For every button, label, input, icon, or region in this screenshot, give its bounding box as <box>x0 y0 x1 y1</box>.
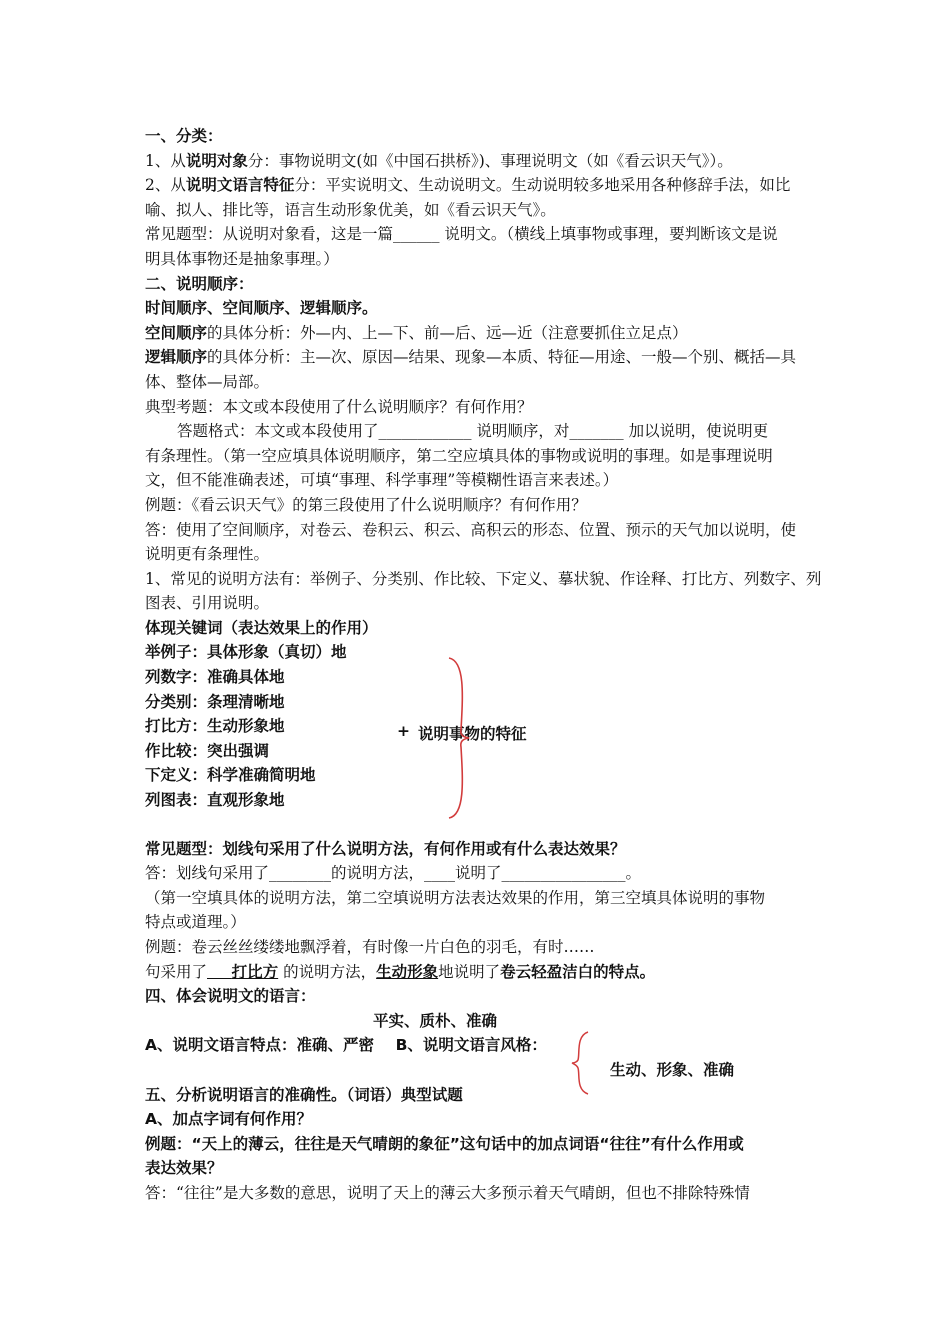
logic-order-line: 逻辑顺序的具体分析：主—次、原因—结果、现象—本质、特征—用途、一般—个别、概括—具 <box>145 348 797 367</box>
example-line: 表达效果？ <box>145 1159 223 1178</box>
answer-format-line: 答题格式：本文或本段使用了____________ 说明顺序，对_______ 加以说明，使说明更 <box>177 422 769 441</box>
section-2-heading: 二、说明顺序： <box>145 274 254 293</box>
example-answer: 句采用了 打比方 的说明方法，生动形象地说明了卷云轻盈洁白的特点。 <box>145 962 656 981</box>
plus-sign: + <box>397 722 410 740</box>
language-line: A、说明文语言特点：准确、严密 B、说明文语言风格： <box>145 1036 547 1055</box>
question-type-line: 常见题型：从说明对象看，这是一篇______ 说明文。（横线上填事物或事理，要判断该文是说 <box>145 225 778 244</box>
classification-line-1: 1、从说明对象分：事物说明文(如《中国石拱桥》)、事理说明文（如《看云识天气》）。 <box>145 151 733 170</box>
example-line: 例题：卷云丝丝缕缕地飘浮着，有时像一片白色的羽毛，有时…… <box>145 938 595 956</box>
answer-line: 答：使用了空间顺序，对卷云、卷积云、积云、高积云的形态、位置、预示的天气加以说明，使 <box>145 520 797 539</box>
underlined-effect: 生动形象 <box>376 962 439 981</box>
text-line: 有条理性。（第一空应填具体说明顺序，第二空应填具体的事物或说明的事理。如是事理说明 <box>145 446 773 465</box>
answer-line: 答：“往往”是大多数的意思，说明了天上的薄云大多预示着天气晴朗，但也不排除特殊情 <box>145 1183 750 1202</box>
text-line: 图表、引用说明。 <box>145 594 270 613</box>
methods-line: 1、常见的说明方法有：举例子、分类别、作比较、下定义、摹状貌、作诠释、打比方、列数字、列 <box>145 569 822 588</box>
sub-heading-a: A、加点字词有何作用？ <box>145 1110 312 1129</box>
example-line: 例题：“天上的薄云，往往是天气晴朗的象征”这句话中的加点词语“往往”有什么作用或 <box>145 1134 744 1153</box>
section-4-heading: 四、体会说明文的语言： <box>145 987 316 1006</box>
answer-template: 答：划线句采用了________的说明方法，____说明了________________。 <box>145 864 642 883</box>
typical-question: 典型考题：本文或本段使用了什么说明顺序？有何作用？ <box>145 397 533 416</box>
style-bottom: 生动、形象、准确 <box>610 1060 735 1079</box>
section-5-heading: 五、分析说明语言的准确性。（词语）典型试题 <box>145 1085 463 1104</box>
bold-term: 说明文语言特征 <box>185 176 295 195</box>
keyword-item: 下定义：科学准确简明地 <box>145 766 316 785</box>
text-line: 喻、拟人、排比等，语言生动形象优美，如《看云识天气》。 <box>145 200 556 219</box>
feature-label: 说明事物的特征 <box>418 725 527 743</box>
text-line: 特点或道理。） <box>145 913 246 932</box>
example-question: 例题：《看云识天气》的第三段使用了什么说明顺序？有何作用？ <box>145 495 587 514</box>
order-types: 时间顺序、空间顺序、逻辑顺序。 <box>145 299 378 318</box>
question-type-heading: 常见题型：划线句采用了什么说明方法，有何作用或有什么表达效果？ <box>145 839 626 858</box>
keyword-item: 打比方：生动形象地 <box>145 717 285 736</box>
style-top: 平实、质朴、准确 <box>373 1011 498 1030</box>
section-1-heading: 一、分类： <box>145 127 223 145</box>
text-line: 说明更有条理性。 <box>145 545 270 564</box>
text-line: 文，但不能准确表述，可填“事理、科学事理”等模糊性语言来表述。） <box>145 471 619 490</box>
document-body <box>145 124 822 1206</box>
keyword-item: 举例子：具体形象（真切）地 <box>145 643 347 662</box>
keyword-item: 列数字：准确具体地 <box>145 668 285 687</box>
text-line: （第一空填具体的说明方法，第二空填说明方法表达效果的作用，第三空填具体说明的事物 <box>145 888 766 907</box>
keyword-item: 作比较：突出强调 <box>145 741 270 760</box>
bold-feature: 卷云轻盈洁白的特点。 <box>500 962 656 981</box>
underlined-method: 打比方 <box>231 962 279 981</box>
text-line: 体、整体—局部。 <box>145 372 270 391</box>
keyword-heading: 体现关键词（表达效果上的作用） <box>145 618 378 637</box>
classification-line-2: 2、从说明文语言特征分：平实说明文、生动说明文。生动说明较多地采用各种修辞手法，如比 <box>145 176 791 195</box>
bold-term: 说明对象 <box>185 151 248 170</box>
space-order-line: 空间顺序的具体分析：外—内、上—下、前—后、远—近（注意要抓住立足点） <box>145 323 688 342</box>
keyword-item: 分类别：条理清晰地 <box>145 692 285 711</box>
right-brace-icon <box>445 655 475 821</box>
left-brace-icon <box>570 1030 592 1096</box>
text-line: 明具体事物还是抽象事理。） <box>145 249 339 268</box>
keyword-item: 列图表：直观形象地 <box>145 791 285 810</box>
